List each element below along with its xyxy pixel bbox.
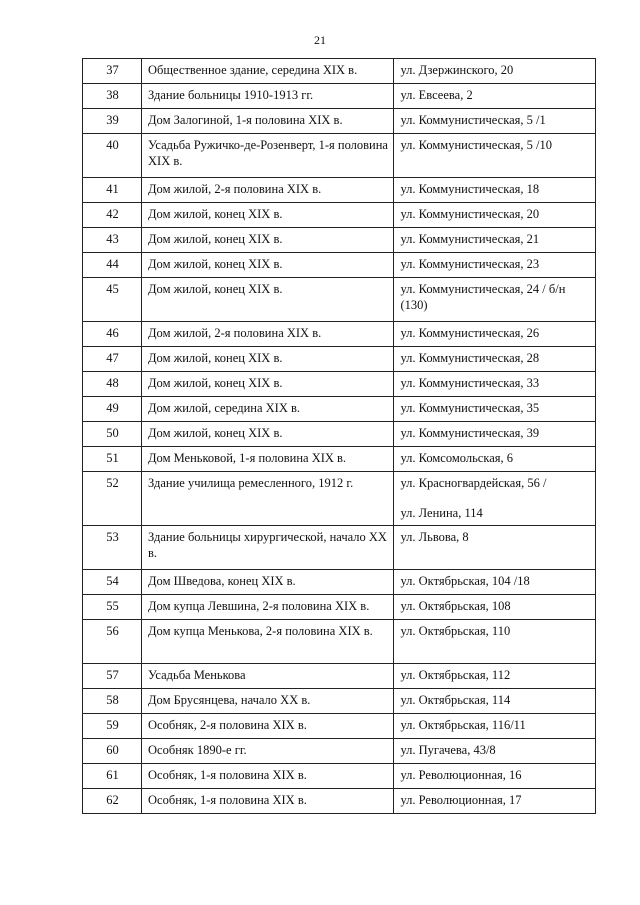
monument-address <box>394 570 596 595</box>
address-line: ул. Коммунистическая, 28 <box>400 351 540 365</box>
row-number: 49 <box>83 397 142 422</box>
table-row <box>83 714 596 739</box>
address-line: ул. Ленина, 114 <box>400 506 483 520</box>
monument-name: Дом жилой, конец XIX в. <box>142 347 394 372</box>
row-number: 39 <box>83 109 142 134</box>
row-number: 43 <box>83 228 142 253</box>
row-number: 57 <box>83 664 142 689</box>
monument-name: Дом Шведова, конец XIX в. <box>142 570 394 595</box>
table-row <box>83 372 596 397</box>
address-line: ул. Пугачева, 43/8 <box>400 743 496 757</box>
monument-address <box>394 664 596 689</box>
monument-name: Здание училища ремесленного, 1912 г. <box>142 472 394 526</box>
row-number: 42 <box>83 203 142 228</box>
monument-name: Особняк, 1-я половина XIX в. <box>142 789 394 814</box>
monument-name: Дом Меньковой, 1-я половина XIX в. <box>142 447 394 472</box>
table-row <box>83 134 596 178</box>
monument-name: Особняк, 1-я половина XIX в. <box>142 764 394 789</box>
table-row <box>83 422 596 447</box>
table-row <box>83 109 596 134</box>
table-row <box>83 178 596 203</box>
address-line: ул. Октябрьская, 112 <box>400 668 511 682</box>
monument-address <box>394 764 596 789</box>
table-row <box>83 253 596 278</box>
address-line: ул. Коммунистическая, 39 <box>400 426 540 440</box>
row-number: 60 <box>83 739 142 764</box>
row-number: 48 <box>83 372 142 397</box>
monument-name: Здание больницы 1910-1913 гг. <box>142 84 394 109</box>
address-line: ул. Коммунистическая, 24 / б/н (130) <box>400 282 566 312</box>
address-line: ул. Октябрьская, 114 <box>400 693 511 707</box>
monument-address <box>394 595 596 620</box>
monument-name: Дом жилой, конец XIX в. <box>142 422 394 447</box>
table-row <box>83 397 596 422</box>
monument-address <box>394 739 596 764</box>
address-line: ул. Дзержинского, 20 <box>400 63 514 77</box>
monument-address <box>394 372 596 397</box>
table-row <box>83 739 596 764</box>
row-number: 55 <box>83 595 142 620</box>
row-number: 59 <box>83 714 142 739</box>
address-line: ул. Октябрьская, 104 /18 <box>400 574 530 588</box>
row-number: 56 <box>83 620 142 664</box>
monument-name: Дом купца Менькова, 2-я половина XIX в. <box>142 620 394 664</box>
address-line: ул. Коммунистическая, 5 /1 <box>400 113 546 127</box>
monument-address <box>394 134 596 178</box>
row-number: 45 <box>83 278 142 322</box>
monument-address <box>394 714 596 739</box>
table-row <box>83 84 596 109</box>
table-row <box>83 595 596 620</box>
monument-address <box>394 422 596 447</box>
monuments-table <box>82 58 596 814</box>
address-line: ул. Коммунистическая, 20 <box>400 207 540 221</box>
address-line: ул. Революционная, 17 <box>400 793 522 807</box>
row-number: 53 <box>83 526 142 570</box>
address-line: ул. Красногвардейская, 56 / <box>400 476 547 490</box>
address-line: ул. Коммунистическая, 18 <box>400 182 540 196</box>
table-row <box>83 764 596 789</box>
monument-name: Дом жилой, конец XIX в. <box>142 253 394 278</box>
monument-address <box>394 472 596 526</box>
row-number: 37 <box>83 59 142 84</box>
row-number: 61 <box>83 764 142 789</box>
monument-name: Дом купца Левшина, 2-я половина XIX в. <box>142 595 394 620</box>
row-number: 58 <box>83 689 142 714</box>
monument-address <box>394 347 596 372</box>
table-row <box>83 347 596 372</box>
monument-name: Дом жилой, 2-я половина XIX в. <box>142 322 394 347</box>
address-line: ул. Октябрьская, 116/11 <box>400 718 526 732</box>
address-line: ул. Коммунистическая, 33 <box>400 376 540 390</box>
table-row <box>83 278 596 322</box>
monument-address <box>394 447 596 472</box>
row-number: 41 <box>83 178 142 203</box>
monument-address <box>394 178 596 203</box>
monument-name: Дом жилой, конец XIX в. <box>142 372 394 397</box>
row-number: 54 <box>83 570 142 595</box>
address-line: ул. Коммунистическая, 26 <box>400 326 540 340</box>
row-number: 38 <box>83 84 142 109</box>
row-number: 52 <box>83 472 142 526</box>
row-number: 50 <box>83 422 142 447</box>
monument-name: Дом жилой, конец XIX в. <box>142 278 394 322</box>
monument-address <box>394 253 596 278</box>
monument-name: Дом жилой, 2-я половина XIX в. <box>142 178 394 203</box>
table-row <box>83 620 596 664</box>
table-row <box>83 203 596 228</box>
row-number: 47 <box>83 347 142 372</box>
table-row <box>83 689 596 714</box>
table-row <box>83 472 596 526</box>
address-line: ул. Комсомольская, 6 <box>400 451 514 465</box>
table-row <box>83 570 596 595</box>
table-row <box>83 59 596 84</box>
monument-name: Дом жилой, конец XIX в. <box>142 203 394 228</box>
monument-address <box>394 203 596 228</box>
monument-name: Усадьба Ружичко-де-Розенверт, 1-я половина XIX в. <box>142 134 394 178</box>
monument-address <box>394 789 596 814</box>
monument-name: Дом жилой, конец XIX в. <box>142 228 394 253</box>
address-line: ул. Октябрьская, 110 <box>400 624 511 638</box>
monument-address <box>394 84 596 109</box>
row-number: 51 <box>83 447 142 472</box>
address-line: ул. Революционная, 16 <box>400 768 522 782</box>
address-line: ул. Коммунистическая, 5 /10 <box>400 138 552 152</box>
monument-address <box>394 278 596 322</box>
address-line: ул. Октябрьская, 108 <box>400 599 511 613</box>
monument-address <box>394 322 596 347</box>
page-number: 21 <box>314 33 326 47</box>
monument-address <box>394 689 596 714</box>
monument-address <box>394 526 596 570</box>
monument-name: Общественное здание, середина XIX в. <box>142 59 394 84</box>
row-number: 40 <box>83 134 142 178</box>
table-row <box>83 447 596 472</box>
address-line: ул. Коммунистическая, 35 <box>400 401 540 415</box>
table-row <box>83 322 596 347</box>
table-row <box>83 526 596 570</box>
monument-address <box>394 59 596 84</box>
monument-address <box>394 620 596 664</box>
monument-name: Особняк, 2-я половина XIX в. <box>142 714 394 739</box>
row-number: 46 <box>83 322 142 347</box>
monument-name: Дом жилой, середина XIX в. <box>142 397 394 422</box>
monument-name: Усадьба Менькова <box>142 664 394 689</box>
monument-name: Здание больницы хирургической, начало XX в. <box>142 526 394 570</box>
table-body <box>83 59 596 814</box>
monument-name: Особняк 1890-е гг. <box>142 739 394 764</box>
table-row <box>83 664 596 689</box>
row-number: 62 <box>83 789 142 814</box>
table-row <box>83 789 596 814</box>
monument-name: Дом Залогиной, 1-я половина XIX в. <box>142 109 394 134</box>
address-line: ул. Евсеева, 2 <box>400 88 473 102</box>
monument-name: Дом Брусянцева, начало XX в. <box>142 689 394 714</box>
monument-address <box>394 109 596 134</box>
address-line: ул. Коммунистическая, 23 <box>400 257 540 271</box>
monument-address <box>394 228 596 253</box>
monument-address <box>394 397 596 422</box>
row-number: 44 <box>83 253 142 278</box>
address-line: ул. Коммунистическая, 21 <box>400 232 540 246</box>
table-row <box>83 228 596 253</box>
address-line: ул. Львова, 8 <box>400 530 469 544</box>
